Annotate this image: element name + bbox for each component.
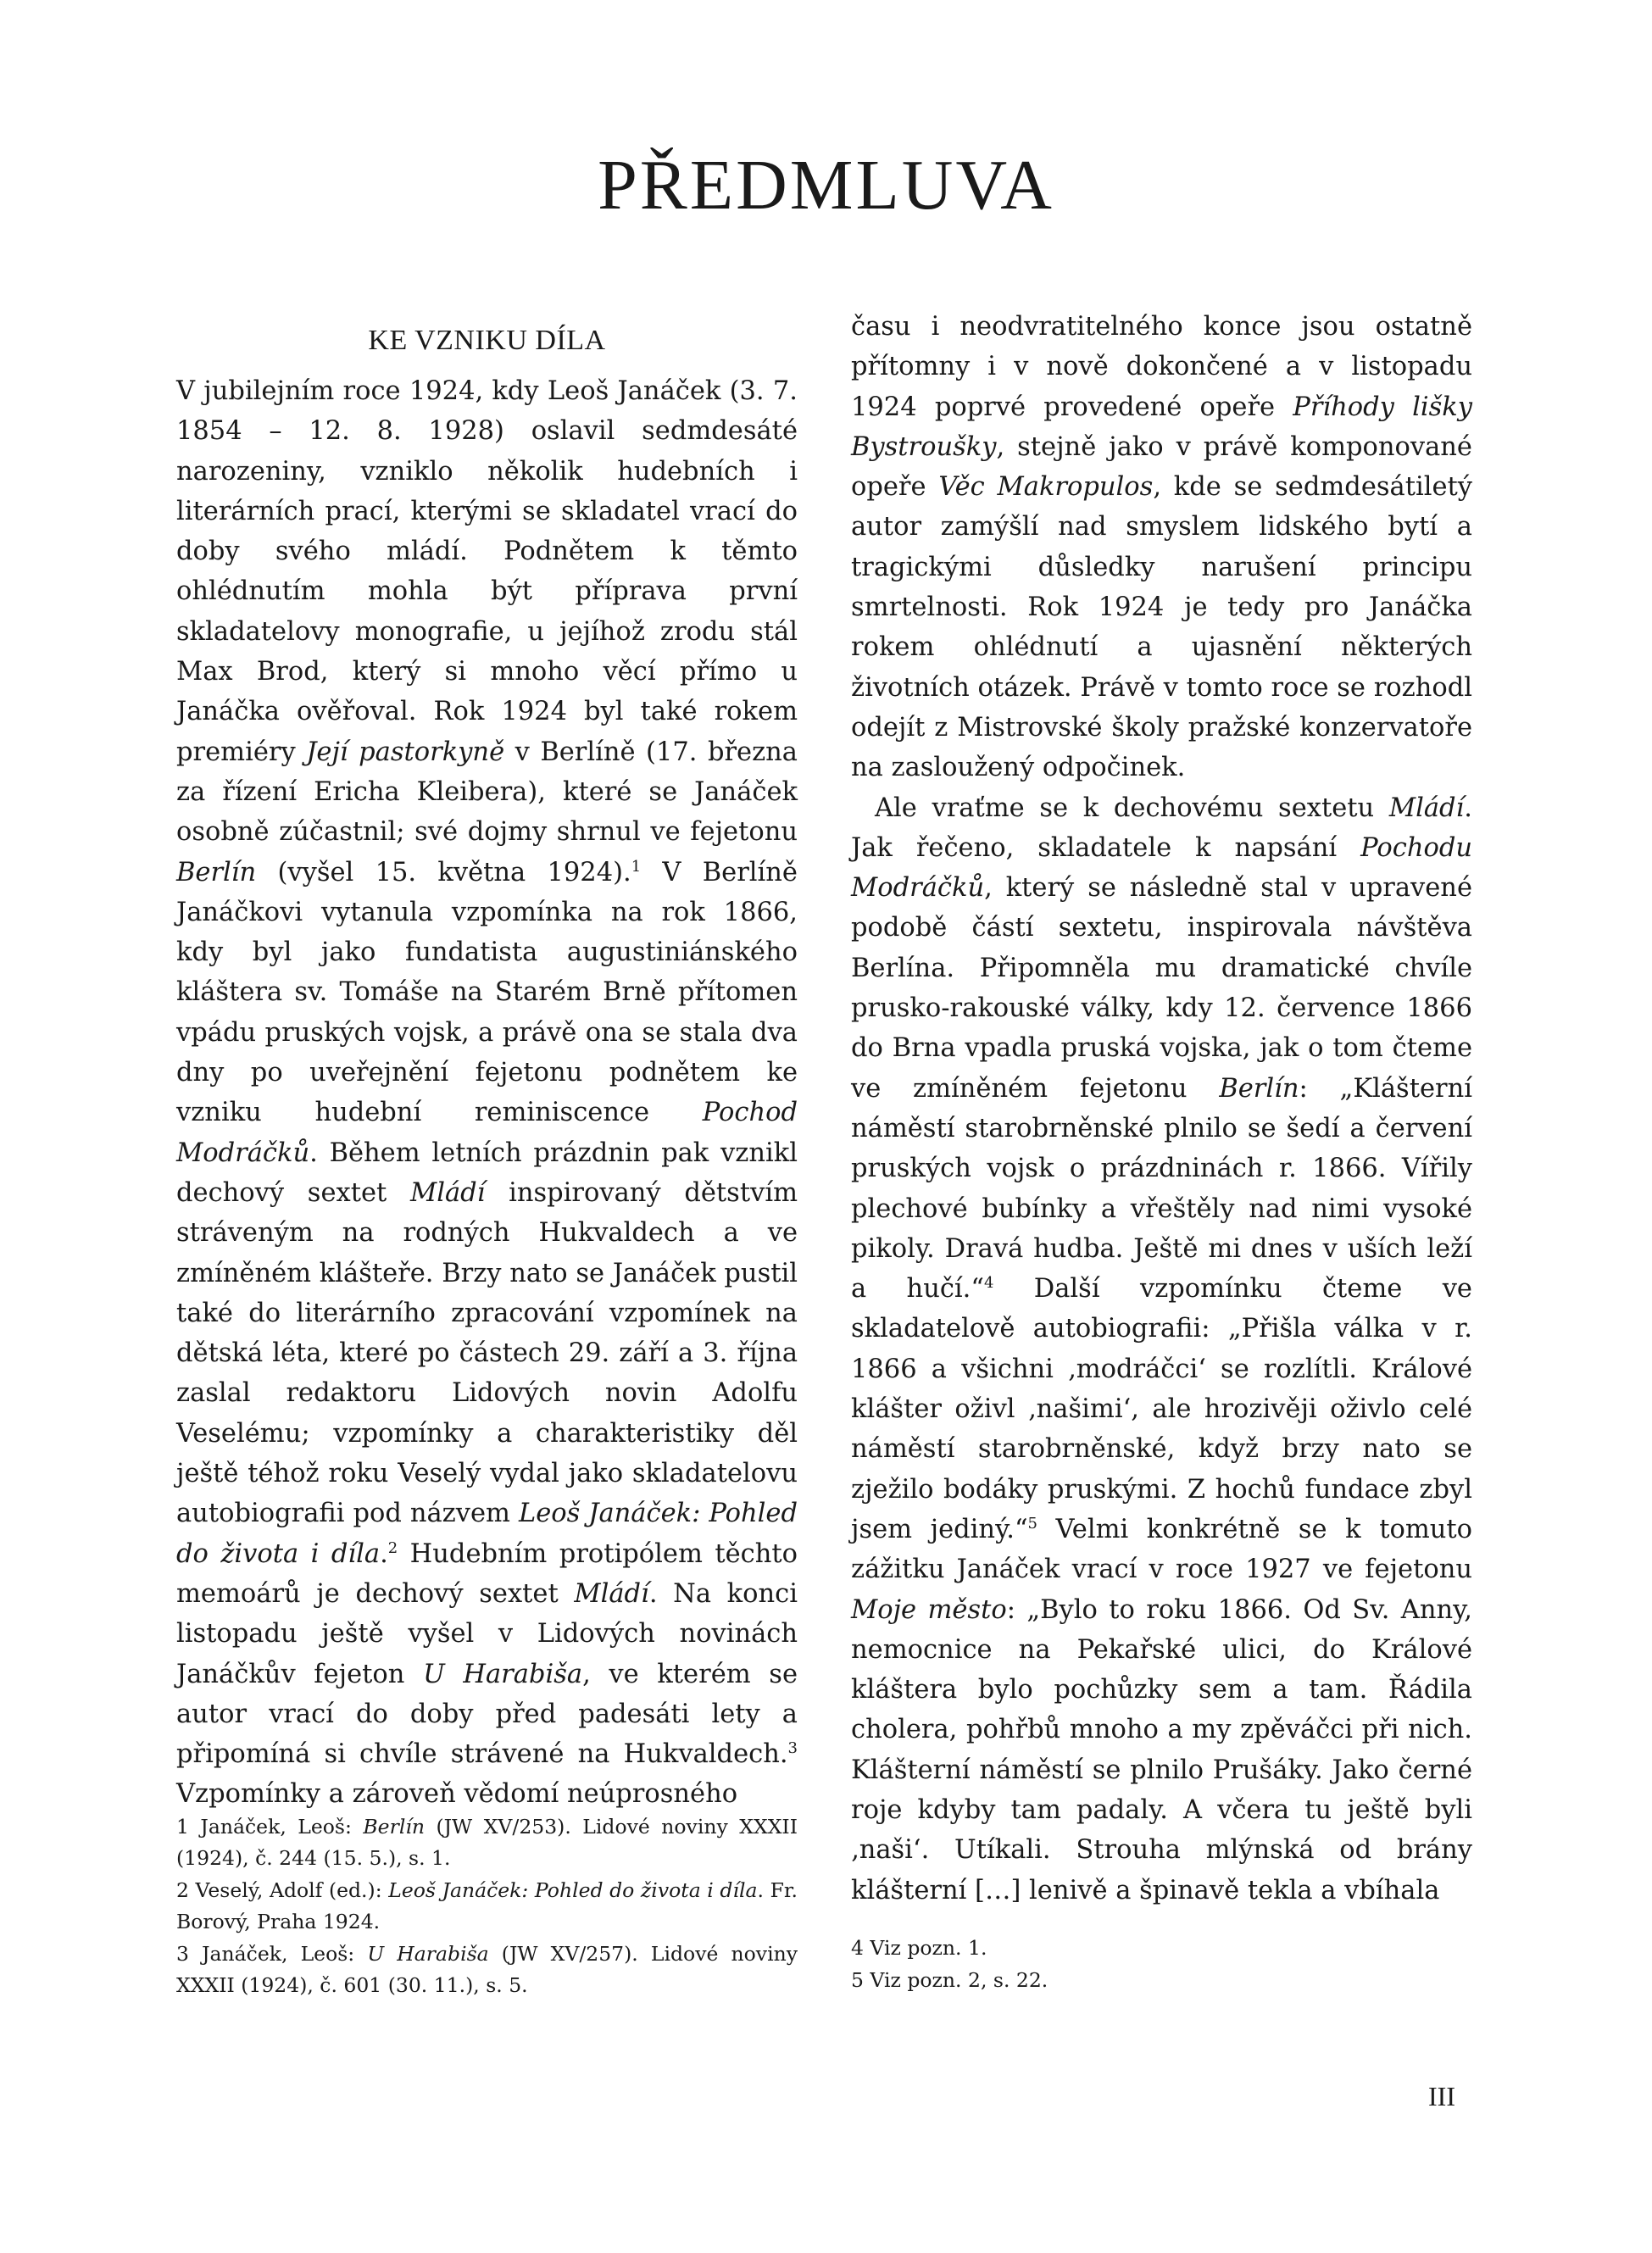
italic-title: U Harabiša xyxy=(367,1942,489,1966)
text-run: V jubilejním roce 1924, kdy Leoš Janáček (3. 7. 1854 – 12. 8. 1928) oslavil sedmdesáté narozeniny, vzniklo několik hudebních i literárních prací, kterými se skladatel vrací do doby svého mládí. Podnětem k těmto ohlédnutím mohla být příprava první skladatelovy monografie, u jejíhož zrodu stál Max Brod, který si mnoho věcí přímo u Janáčka ověřoval. Rok 1924 byl také rokem premiéry xyxy=(176,376,798,767)
footnote: 4 Viz pozn. 1. xyxy=(851,1936,987,1960)
text-run: (JW XV/253). Lidové noviny XXXII (1924), č. 244 (15. 5.), s. 1. xyxy=(176,1815,798,1870)
text-run: . Na konci listopadu ještě vyšel v Lidových novinách Janáčkův fejeton xyxy=(176,1578,798,1689)
text-run: V Berlíně Janáčkovi vytanula vzpomínka na rok 1866, kdy byl jako fundatista augustiniánského kláštera sv. Tomáše na Starém Brně přítomen vpádu pruských vojsk, a právě ona se stala dva dny po uveřejnění fejetonu podnětem ke vzniku hudební reminiscence xyxy=(176,857,798,1128)
italic-title: Její pastorkyně xyxy=(306,737,505,767)
footnote xyxy=(176,1875,798,1938)
text-run: . Jak řečeno, skladatele k napsání xyxy=(851,793,1472,863)
text-run: Hudebním protipólem těchto memoárů je dechový sextet xyxy=(176,1538,798,1609)
italic-title: Berlín xyxy=(363,1815,425,1839)
italic-title: Leoš Janáček: Pohled do života i díla xyxy=(388,1878,758,1902)
italic-title: Pochod Modráčků xyxy=(176,1098,798,1168)
text-run: . Fr. Borový, Praha 1924. xyxy=(176,1878,798,1933)
text-run: (vyšel 15. května 1924). xyxy=(256,857,631,887)
text-run: 1 Janáček, Leoš: xyxy=(176,1815,364,1839)
italic-title: Berlín xyxy=(176,857,257,887)
italic-title: Moje město xyxy=(851,1594,1007,1625)
paragraph xyxy=(176,371,798,1815)
italic-title: Věc Makropulos xyxy=(938,472,1154,503)
footnote xyxy=(176,1939,798,2001)
footnote: 5 Viz pozn. 2, s. 22. xyxy=(851,1968,1048,1992)
footnote-ref: 5 xyxy=(1027,1514,1037,1533)
footnotes-left xyxy=(176,1811,798,2002)
text-run: času i neodvratitelného konce jsou ostatně přítomny i v nově dokončené a v listopadu 1924 poprvé provedené opeře xyxy=(851,312,1472,422)
footnote-ref: 4 xyxy=(983,1273,994,1292)
italic-title: Mládí xyxy=(574,1578,649,1609)
text-run: , ve kterém se autor vrací do doby před padesáti lety a připomíná si chvíle strávené na Hukvaldech. xyxy=(176,1659,798,1770)
section-heading: KE VZNIKU DÍLA xyxy=(368,325,606,356)
footnotes-right xyxy=(851,1933,1472,1997)
italic-title: Berlín xyxy=(1219,1073,1299,1104)
text-run: . xyxy=(380,1538,388,1569)
left-column xyxy=(176,307,798,1815)
text-run: Další vzpomínku čteme ve skladatelově autobiografii: „Přišla válka v r. 1866 a všichni ‚modráčci‘ se rozlítli. Králové klášter oživl ‚našimi‘, ale hrozivěji oživlo celé náměstí starobrněnské, když brzy nato se zježilo bodáky pruskými. Z hochů fundace zbyl jsem jediný.“ xyxy=(851,1274,1472,1544)
text-run: Velmi konkrétně se k tomuto zážitku Janáček vrací v roce 1927 ve fejetonu xyxy=(851,1514,1472,1585)
italic-title: Mládí xyxy=(1388,793,1465,823)
paragraph xyxy=(851,307,1472,788)
italic-title: U Harabiša xyxy=(423,1659,583,1689)
text-run: inspirovaný dětstvím stráveným na rodných Hukvaldech a ve zmíněném klášteře. Brzy nato se Janáček pustil také do literárního zpracování vzpomínek na dětská léta, které po částech 29. září a 3. října zaslal redaktoru Lidových novin Adolfu Veselému; vzpomínky a charakteristiky děl ještě téhož roku Veselý vydal jako skladatelovu autobiografii pod názvem xyxy=(176,1177,798,1529)
footnote-ref: 2 xyxy=(387,1538,398,1557)
italic-title: Příhody lišky Bystroušky xyxy=(851,392,1472,462)
text-run: v Berlíně (17. března za řízení Ericha Kleibera), které se Janáček osobně zúčastnil; své dojmy shrnul ve fejetonu xyxy=(176,737,798,848)
text-run: Ale vraťme se k dechovému sextetu xyxy=(875,793,1389,823)
text-run: , kde se sedmdesátiletý autor zamýšlí nad smyslem lidského bytí a tragickými důsledky narušení principu smrtelnosti. Rok 1924 je tedy pro Janáčka rokem ohlédnutí a ujasnění některých životních otázek. Právě v tomto roce se rozhodl odejít z Mistrovské školy pražské konzervatoře na zasloužený odpočinek. xyxy=(851,472,1473,783)
right-column xyxy=(851,307,1472,1911)
text-run: . Během letních prázdnin pak vznikl dechový sextet xyxy=(176,1138,798,1208)
text-run: 2 Veselý, Adolf (ed.): xyxy=(176,1878,389,1902)
text-run: : „Bylo to roku 1866. Od Sv. Anny, nemocnice na Pekařské ulici, do Králové kláštera bylo pochůzky sem a tam. Řádila cholera, pohřbů mnoho a my zpěváčci při nich. Klášterní náměstí se plnilo Prušáky. Jako černé roje kdyby tam padaly. A včera tu ještě byli ‚naši‘. Utíkali. Strouha mlýnská od brány klášterní […] lenivě a špinavě tekla a vbíhala xyxy=(851,1594,1472,1905)
italic-title: Leoš Janáček: Pohled do života i díla xyxy=(176,1499,798,1569)
italic-title: Mládí xyxy=(409,1177,486,1208)
text-run: , stejně jako v právě komponované opeře xyxy=(851,431,1472,503)
text-run: (JW XV/257). Lidové noviny XXXII (1924), č. 601 (30. 11.), s. 5. xyxy=(176,1942,798,1997)
italic-title: Pochodu Modráčků xyxy=(851,832,1472,904)
page-title: PŘEDMLUVA xyxy=(598,146,1054,225)
text-run: , který se následně stal v upravené podobě částí sextetu, inspirovala návštěva Berlína. Připomněla mu dramatické chvíle prusko-rakouské války, kdy 12. července 1866 do Brna vpadla pruská vojska, jak o tom čteme ve zmíněném fejetonu xyxy=(851,873,1472,1104)
page-number: III xyxy=(1428,2081,1455,2111)
footnote-ref: 1 xyxy=(631,857,642,876)
footnote xyxy=(176,1811,798,1874)
text-run: 3 Janáček, Leoš: xyxy=(176,1942,368,1966)
text-run: : „Klášterní náměstí starobrněnské plnilo se šedí a červení pruských vojsk o prázdninách r. 1866. Vířily plechové bubínky a vřeštěly nad nimi vysoké pikoly. Dravá hudba. Ještě mi dnes v uších leží a hučí.“ xyxy=(851,1073,1472,1305)
footnote-ref: 3 xyxy=(787,1738,798,1757)
text-run: Vzpomínky a zároveň vědomí neúprosného xyxy=(176,1779,738,1810)
paragraph xyxy=(851,788,1472,1911)
